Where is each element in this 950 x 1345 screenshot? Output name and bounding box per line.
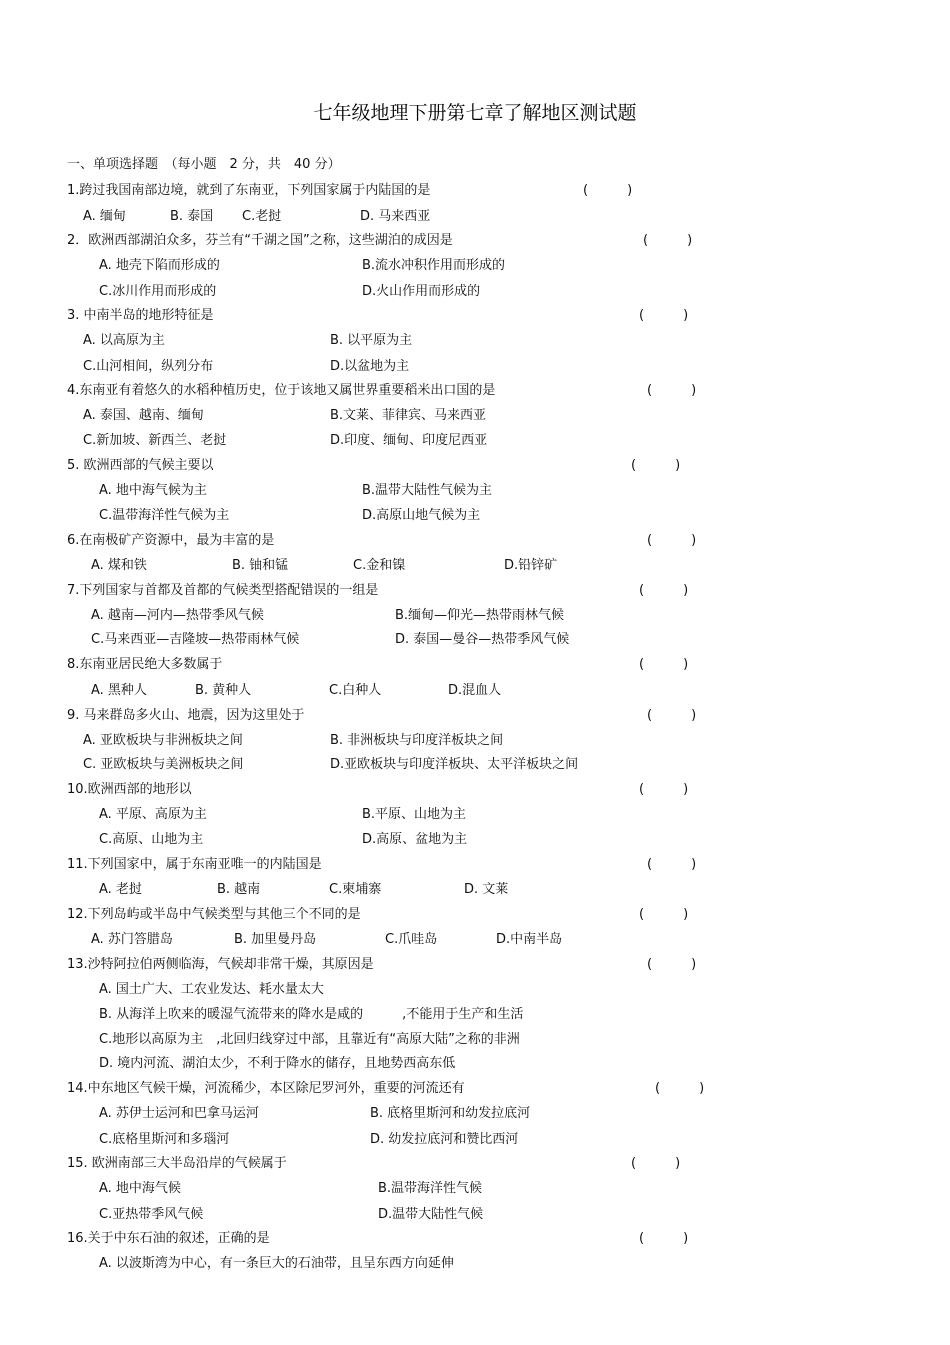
option-5a: A. 地中海气候为主	[99, 483, 207, 498]
option-14b: B. 底格里斯河和幼发拉底河	[370, 1106, 531, 1121]
answer-blank-12: ( )	[639, 907, 689, 922]
section-heading: 一、单项选择题 （每小题 2 分，共 40 分）	[67, 157, 341, 172]
option-6a: A. 煤和铁	[91, 558, 147, 573]
question-11: 11.下列国家中，属于东南亚唯一的内陆国是	[67, 857, 322, 872]
option-8b: B. 黄种人	[195, 683, 252, 698]
question-7: 7.下列国家与首都及首都的气候类型搭配错误的一组是	[67, 583, 379, 598]
question-8: 8.东南亚居民绝大多数属于	[67, 657, 223, 672]
option-7b: B.缅甸—仰光—热带雨林气候	[395, 608, 565, 623]
question-10: 10.欧洲西部的地形以	[67, 782, 192, 797]
option-3b: B. 以平原为主	[330, 333, 413, 348]
option-15d: D.温带大陆性气候	[378, 1207, 484, 1222]
option-8a: A. 黑种人	[91, 683, 147, 698]
question-16: 16.关于中东石油的叙述，正确的是	[67, 1231, 270, 1246]
option-16a: A. 以波斯湾为中心，有一条巨大的石油带，且呈东西方向延伸	[99, 1256, 454, 1271]
option-5b: B.温带大陆性气候为主	[362, 483, 493, 498]
answer-blank-13: ( )	[647, 957, 697, 972]
answer-blank-1: ( )	[583, 183, 633, 198]
option-3a: A. 以高原为主	[83, 333, 165, 348]
option-14a: A. 苏伊士运河和巴拿马运河	[99, 1106, 259, 1121]
option-1c: C.老挝	[242, 209, 282, 224]
option-14c: C.底格里斯河和多瑙河	[99, 1132, 230, 1147]
option-5d: D.高原山地气候为主	[362, 508, 481, 523]
page-title: 七年级地理下册第七章了解地区测试题	[313, 102, 637, 124]
question-2: 2．欧洲西部湖泊众多，芬兰有“千湖之国”之称，这些湖泊的成因是	[67, 233, 453, 248]
option-13a: A. 国土广大、工农业发达、耗水量太大	[99, 982, 324, 997]
option-11b: B. 越南	[217, 882, 261, 897]
option-9a: A. 亚欧板块与非洲板块之间	[83, 733, 243, 748]
option-2c: C.冰川作用而形成的	[99, 284, 217, 299]
option-7a: A. 越南—河内—热带季风气候	[91, 608, 264, 623]
answer-blank-5: ( )	[631, 458, 681, 473]
option-6c: C.金和镍	[353, 558, 406, 573]
question-3: 3. 中南半岛的地形特征是	[67, 308, 214, 323]
option-5c: C.温带海洋性气候为主	[99, 508, 230, 523]
answer-blank-14: ( )	[655, 1081, 705, 1096]
option-8d: D.混血人	[448, 683, 502, 698]
question-5: 5. 欧洲西部的气候主要以	[67, 458, 214, 473]
option-4b: B.文莱、菲律宾、马来西亚	[330, 408, 487, 423]
option-4c: C.新加坡、新西兰、老挝	[83, 433, 227, 448]
question-13: 13.沙特阿拉伯两侧临海，气候却非常干燥，其原因是	[67, 957, 374, 972]
option-1a: A. 缅甸	[83, 209, 126, 224]
option-10d: D.高原、盆地为主	[362, 832, 468, 847]
option-6d: D.铅锌矿	[504, 558, 558, 573]
option-13c: C.地形以高原为主 ,北回归线穿过中部，且靠近有“高原大陆”之称的非洲	[99, 1032, 520, 1047]
answer-blank-2: ( )	[643, 233, 693, 248]
question-12: 12.下列岛屿或半岛中气候类型与其他三个不同的是	[67, 907, 361, 922]
option-13b: B. 从海洋上吹来的暖湿气流带来的降水是咸的 ,不能用于生产和生活	[99, 1007, 524, 1022]
option-1b: B. 泰国	[170, 209, 214, 224]
option-4d: D.印度、缅甸、印度尼西亚	[330, 433, 488, 448]
question-1: 1.跨过我国南部边境，就到了东南亚，下列国家属于内陆国的是	[67, 183, 431, 198]
option-9b: B. 非洲板块与印度洋板块之间	[330, 733, 504, 748]
option-9d: D.亚欧板块与印度洋板块、太平洋板块之间	[330, 757, 579, 772]
option-2b: B.流水冲积作用而形成的	[362, 258, 506, 273]
option-7c: C.马来西亚—吉隆坡—热带雨林气候	[91, 632, 300, 647]
answer-blank-7: ( )	[639, 583, 689, 598]
answer-blank-15: ( )	[631, 1156, 681, 1171]
option-12c: C.爪哇岛	[385, 932, 438, 947]
option-7d: D. 泰国—曼谷—热带季风气候	[395, 632, 570, 647]
question-9: 9. 马来群岛多火山、地震，因为这里处于	[67, 708, 305, 723]
option-4a: A. 泰国、越南、缅甸	[83, 408, 204, 423]
option-2d: D.火山作用而形成的	[362, 284, 481, 299]
option-13d: D. 境内河流、湖泊太少，不利于降水的储存，且地势西高东低	[99, 1056, 456, 1071]
answer-blank-3: ( )	[639, 308, 689, 323]
option-12a: A. 苏门答腊岛	[91, 932, 173, 947]
question-4: 4.东南亚有着悠久的水稻种植历史，位于该地又属世界重要稻米出口国的是	[67, 383, 496, 398]
option-1d: D. 马来西亚	[360, 209, 431, 224]
option-8c: C.白种人	[329, 683, 382, 698]
option-10c: C.高原、山地为主	[99, 832, 204, 847]
option-15c: C.亚热带季风气候	[99, 1207, 204, 1222]
option-10a: A. 平原、高原为主	[99, 807, 207, 822]
option-11a: A. 老挝	[99, 882, 142, 897]
answer-blank-11: ( )	[647, 857, 697, 872]
question-6: 6.在南极矿产资源中，最为丰富的是	[67, 533, 275, 548]
answer-blank-9: ( )	[647, 708, 697, 723]
option-15a: A. 地中海气候	[99, 1181, 181, 1196]
option-11d: D. 文莱	[464, 882, 509, 897]
option-10b: B.平原、山地为主	[362, 807, 467, 822]
option-11c: C.柬埔寨	[329, 882, 382, 897]
option-6b: B. 铀和锰	[232, 558, 289, 573]
answer-blank-10: ( )	[639, 782, 689, 797]
option-3c: C.山河相间，纵列分布	[83, 359, 214, 374]
option-15b: B.温带海洋性气候	[378, 1181, 483, 1196]
option-12d: D.中南半岛	[496, 932, 563, 947]
answer-blank-6: ( )	[647, 533, 697, 548]
question-14: 14.中东地区气候干燥，河流稀少，本区除尼罗河外，重要的河流还有	[67, 1081, 465, 1096]
answer-blank-16: ( )	[639, 1231, 689, 1246]
answer-blank-4: ( )	[647, 383, 697, 398]
option-2a: A. 地壳下陷而形成的	[99, 258, 220, 273]
option-3d: D.以盆地为主	[330, 359, 410, 374]
option-9c: C. 亚欧板块与美洲板块之间	[83, 757, 244, 772]
option-14d: D. 幼发拉底河和赞比西河	[370, 1132, 519, 1147]
answer-blank-8: ( )	[639, 657, 689, 672]
question-15: 15. 欧洲南部三大半岛沿岸的气候属于	[67, 1156, 287, 1171]
option-12b: B. 加里曼丹岛	[234, 932, 317, 947]
